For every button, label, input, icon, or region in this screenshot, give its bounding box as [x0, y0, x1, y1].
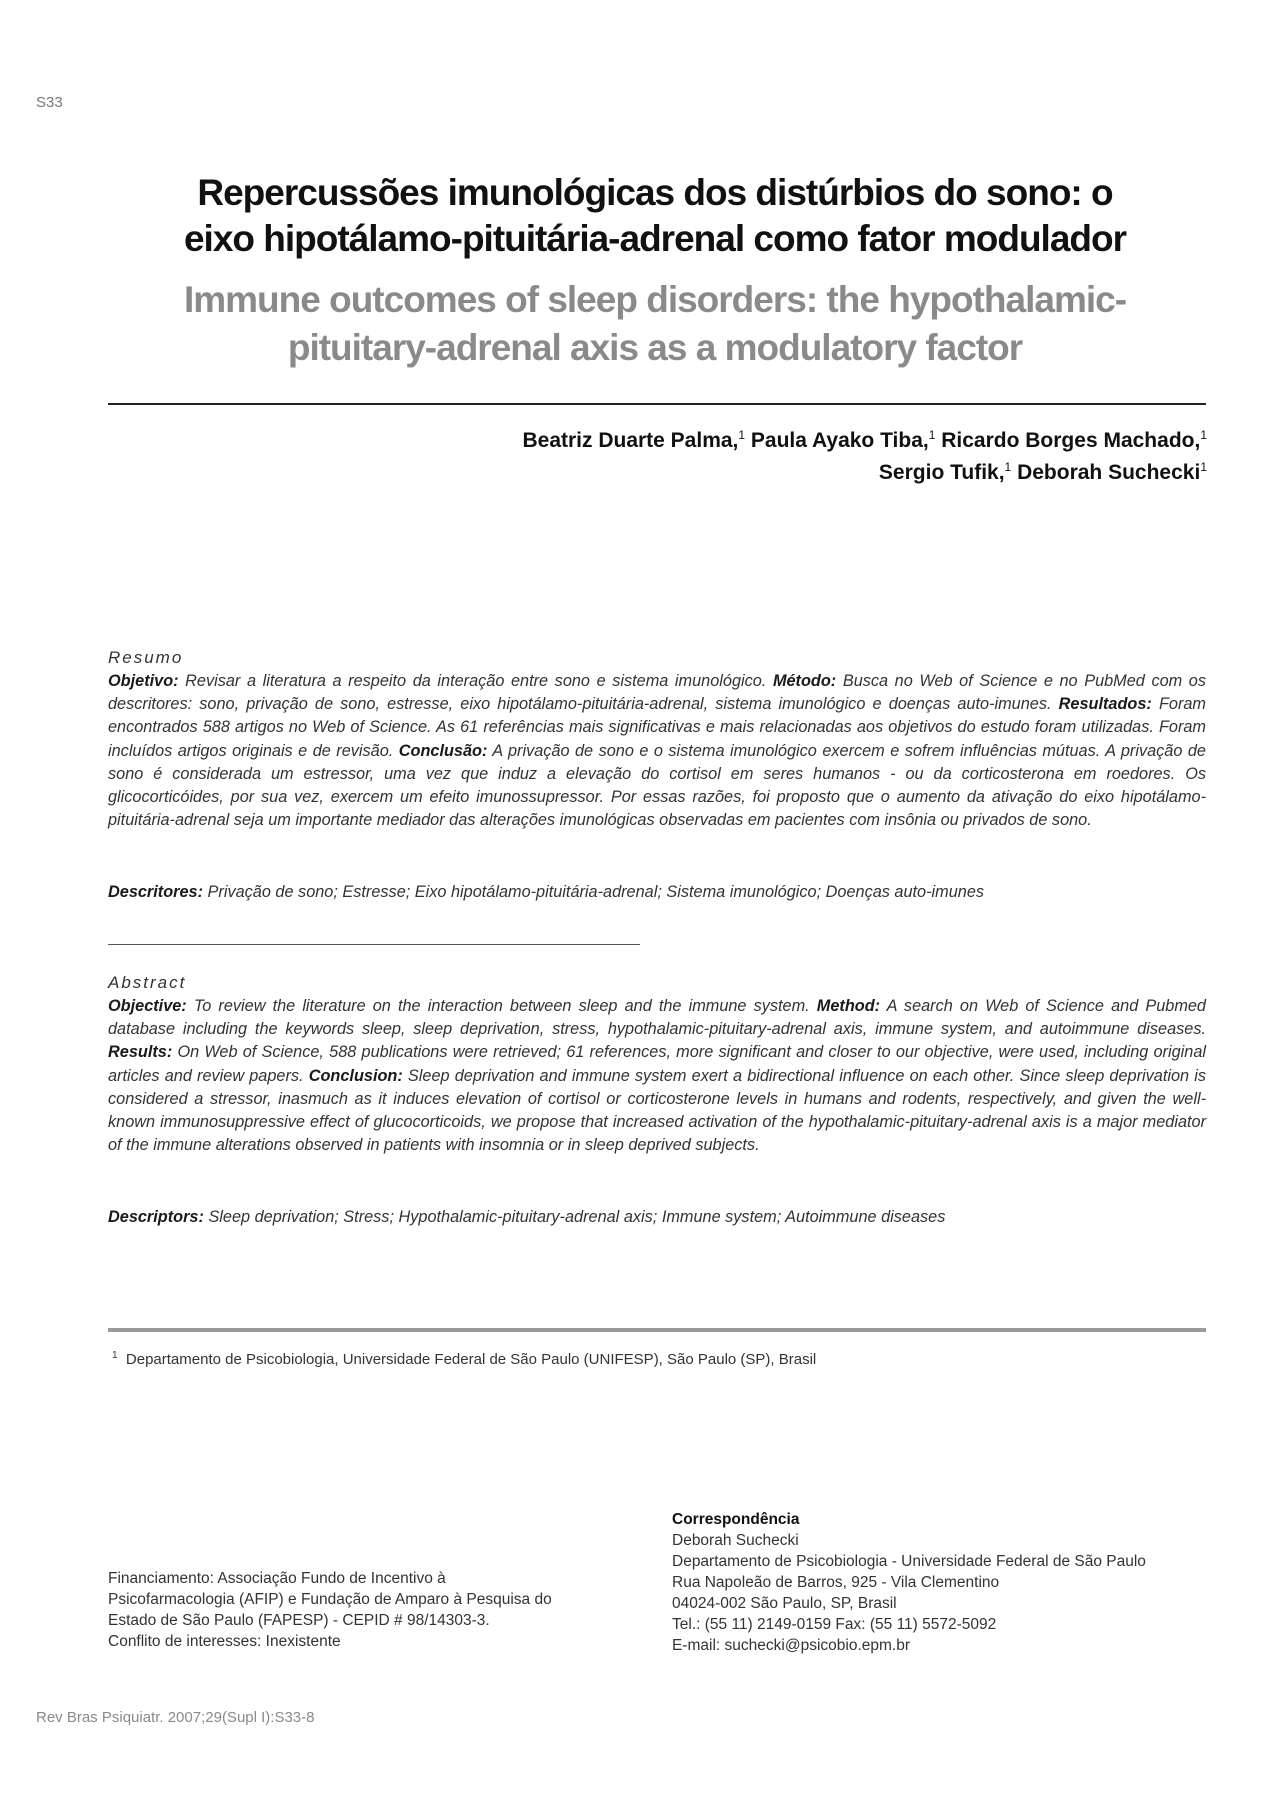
abstract-text-results: On Web of Science, 588 publications were retrieved; 61 references, more significant and closer to our objective, were used, including original articles and review papers. — [108, 1043, 1206, 1085]
abstract-text-method: A search on Web of Science and Pubmed database including the keywords sleep, sleep deprivation, stress, hypothalamic-pituitary-adrenal axis, immune system, and autoimmune diseases. — [108, 997, 1206, 1039]
correspondence-phone: Tel.: (55 11) 2149-0159 Fax: (55 11) 5572-5092 — [672, 1616, 997, 1633]
author-name: Paula Ayako Tiba, — [750, 429, 929, 452]
resumo-body — [108, 670, 1206, 832]
footnote-text: Departamento de Psicobiologia, Universidade Federal de São Paulo (UNIFESP), São Paulo (SP), Brasil — [125, 1351, 817, 1368]
resumo-text-conclusao: A privação de sono e o sistema imunológico exercem e sofrem influências mútuas. A privação de sono é considerada um estressor, uma vez que induz a elevação do cortisol em seres humanos - ou da corticosterona em roedores. Os glicocorticóides, por sua vez, exercem um efeito imunossupressor. Por essas razões, foi proposto que o aumento da ativação do eixo hipotálamo-pituitária-adrenal seja um importante mediador das alterações imunológicas observadas em pacientes com insônia ou privados de sono. — [108, 741, 1206, 830]
descriptors-text: Sleep deprivation; Stress; Hypothalamic-pituitary-adrenal axis; Immune system; Autoimmune diseases — [203, 1208, 946, 1226]
funding-line: Estado de São Paulo (FAPESP) - CEPID # 98/14303-3. — [108, 1612, 490, 1629]
title-pt-line-2: eixo hipotálamo-pituitária-adrenal como fator modulador — [183, 218, 1127, 259]
author-name: Deborah Suchecki — [1017, 461, 1201, 484]
abstract-text-objective: To review the literature on the interaction between sleep and the immune system. — [186, 997, 817, 1015]
author-affiliation: 1 — [1004, 460, 1012, 474]
author-affiliation: 1 — [1200, 428, 1207, 442]
abstract-label-results: Results: — [108, 1043, 173, 1062]
author-name: Ricardo Borges Machado, — [941, 429, 1201, 452]
author-name: Beatriz Duarte Palma, — [522, 429, 739, 452]
section-divider — [108, 944, 640, 945]
abstract-text-conclusion: Sleep deprivation and immune system exert a bidirectional influence on each other. Since sleep deprivation is considered a stressor, inasmuch as it induces elevation of cortisol or corticosterone levels in humans and rodents, respectively, and given the well-known immunosuppressive effect of glucocorticoids, we propose that increased activation of the hypothalamic-pituitary-adrenal axis is a major mediator of the immune alterations observed in patients with insomnia or in sleep deprived subjects. — [108, 1066, 1207, 1155]
abstract-label-conclusion: Conclusion: — [308, 1066, 403, 1085]
resumo-label-objetivo: Objetivo: — [108, 672, 179, 690]
abstract-label-method: Method: — [816, 997, 881, 1015]
funding-line: Financiamento: Associação Fundo de Incentivo à — [108, 1570, 446, 1587]
conflict-of-interest: Conflito de interesses: Inexistente — [108, 1633, 341, 1650]
title-en-line-1: Immune outcomes of sleep disorders: the hypothalamic- — [183, 279, 1127, 320]
abstract-heading: Abstract — [108, 973, 187, 992]
author-name: Sergio Tufik, — [878, 461, 1005, 484]
resumo-text-objetivo: Revisar a literatura a respeito da interação entre sono e sistema imunológico. — [178, 672, 773, 690]
abstract-body — [108, 995, 1206, 1157]
resumo-text-resultados: Foram encontrados 588 artigos no Web of Science. As 61 referências mais significativas e mais relacionadas aos objetivos do estudo foram utilizadas. Foram incluídos artigos originais e de revisão. — [108, 695, 1206, 760]
authors-line-1 — [522, 428, 1207, 453]
title-pt-line-1: Repercussões imunológicas dos distúrbios do sono: o — [197, 172, 1113, 213]
resumo-heading: Resumo — [108, 648, 184, 667]
resumo-text-metodo: Busca no Web of Science e no PubMed com os descritores: sono, privação de sono, estresse, eixo hipotálamo-pituitária-adrenal, sistema imunológico e doenças auto-imunes. — [108, 672, 1206, 714]
title-english — [100, 276, 1210, 372]
funding-line: Psicofarmacologia (AFIP) e Fundação de Amparo à Pesquisa do — [108, 1591, 552, 1608]
resumo-label-metodo: Método: — [772, 672, 837, 690]
footnote-marker: 1 — [112, 1350, 118, 1361]
author-affiliation: 1 — [738, 428, 746, 442]
title-portuguese — [100, 170, 1210, 262]
descritores-label: Descritores: — [108, 883, 204, 901]
correspondence-name: Deborah Suchecki — [672, 1532, 799, 1549]
journal-reference: Rev Bras Psiquiatr. 2007;29(Supl I):S33-8 — [36, 1709, 315, 1726]
descritores-text: Privação de sono; Estresse; Eixo hipotálamo-pituitária-adrenal; Sistema imunológico; Doenças auto-imunes — [203, 883, 985, 901]
abstract-keywords — [108, 1208, 945, 1227]
correspondence-street: Rua Napoleão de Barros, 925 - Vila Clementino — [672, 1574, 1000, 1591]
page-number: S33 — [36, 94, 63, 111]
authors-line-2 — [879, 460, 1207, 485]
correspondence-department: Departamento de Psicobiologia - Universidade Federal de São Paulo — [672, 1553, 1146, 1570]
author-affiliation: 1 — [928, 428, 936, 442]
footnote-divider — [108, 1328, 1206, 1332]
affiliation-footnote — [112, 1350, 816, 1368]
resumo-keywords — [108, 883, 984, 902]
correspondence-city: 04024-002 São Paulo, SP, Brasil — [672, 1595, 897, 1612]
correspondence-heading: Correspondência — [672, 1511, 800, 1528]
resumo-label-conclusao: Conclusão: — [398, 741, 488, 760]
resumo-label-resultados: Resultados: — [1058, 695, 1152, 714]
descriptors-label: Descriptors: — [108, 1208, 204, 1226]
correspondence-block — [672, 1509, 1212, 1656]
title-divider — [108, 403, 1206, 405]
title-en-line-2: pituitary-adrenal axis as a modulatory factor — [287, 327, 1023, 368]
abstract-label-objective: Objective: — [108, 997, 187, 1015]
author-affiliation: 1 — [1200, 460, 1207, 474]
funding-block — [108, 1568, 628, 1652]
correspondence-email: E-mail: suchecki@psicobio.epm.br — [672, 1637, 910, 1654]
